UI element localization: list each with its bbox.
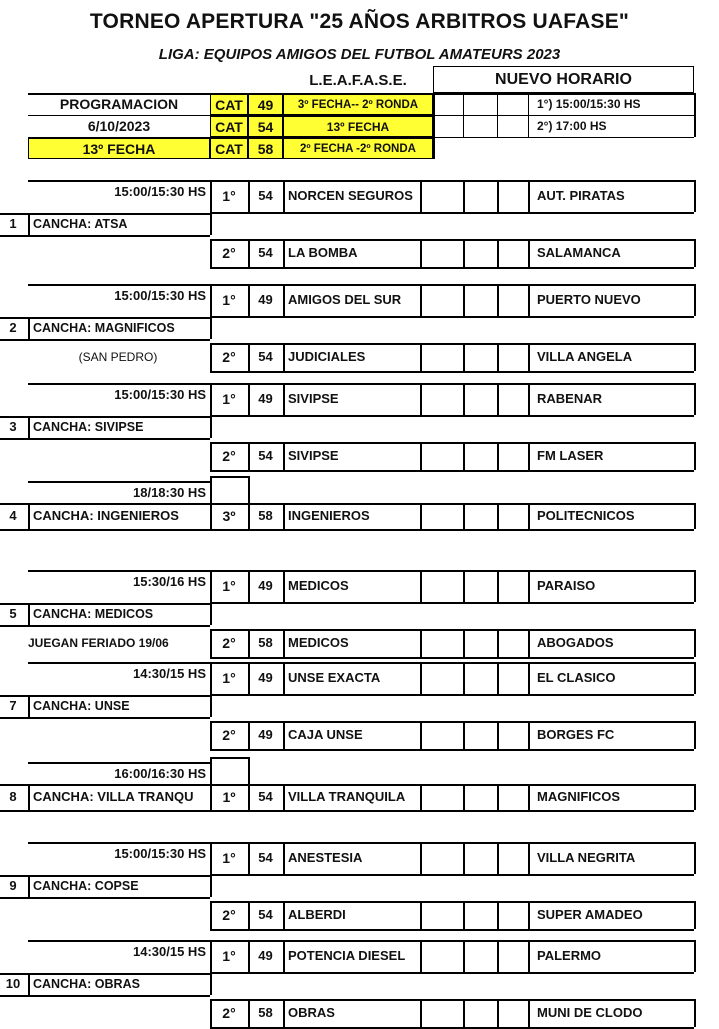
match-order: 1° [222,578,236,594]
grid-line [283,383,285,415]
grid-line [528,442,530,470]
home-team: NORCEN SEGUROS [288,188,413,203]
away-team: PUERTO NUEVO [537,292,641,307]
block-number: 10 [5,976,21,991]
grid-line [463,901,465,929]
grid-line [0,438,210,440]
grid-line [463,999,465,1027]
grid-line [210,874,694,876]
match-category: 49 [258,727,273,742]
grid-line [210,470,694,472]
grid-line [283,842,285,874]
grid-line [283,999,285,1027]
grid-line [528,284,530,316]
cat-label: CAT [210,116,248,137]
field-name: CANCHA: OBRAS [33,977,140,991]
grid-line [497,842,499,874]
grid-line [694,442,696,470]
grid-line [0,529,210,531]
field-name: CANCHA: ATSA [33,217,128,231]
grid-line [210,657,694,659]
grid-line [210,1027,694,1029]
grid-line [463,239,465,267]
field-name: CANCHA: SIVIPSE [33,420,144,434]
grid-line [0,897,210,899]
schedule-first: 1°) 15:00/15:30 HS [537,97,641,111]
grid-line [283,662,285,694]
grid-line [694,180,696,212]
block-number: 9 [9,878,17,893]
away-team: BORGES FC [537,727,615,742]
home-team: UNSE EXACTA [288,670,381,685]
grid-line [497,999,499,1027]
away-team: VILLA NEGRITA [537,850,636,865]
grid-line [420,570,422,602]
grid-line [210,972,694,974]
grid-line [28,603,30,625]
grid-line [528,570,530,602]
grid-line [694,784,696,810]
grid-line [28,695,30,717]
grid-line [528,784,530,810]
grid-line [210,415,694,417]
grid-line [694,284,696,316]
away-team: SALAMANCA [537,245,621,260]
field-name: CANCHA: MEDICOS [33,607,154,621]
match-category: 54 [258,789,273,804]
match-order: 1° [222,948,236,964]
grid-line [463,383,465,415]
grid-line [210,973,212,995]
grid-line [0,717,210,719]
grid-line [420,383,422,415]
grid-line [420,999,422,1027]
grid-line [0,995,210,997]
grid-line [283,570,285,602]
grid-line [497,721,499,749]
block-number: 8 [9,789,17,804]
home-team: POTENCIA DIESEL [288,948,406,963]
programacion-label: PROGRAMACION [59,96,179,112]
home-team: JUDICIALES [288,349,366,364]
grid-line [528,239,530,267]
match-time: 15:30/16 HS [133,574,206,589]
grid-line [463,940,465,972]
cat-description: 3º FECHA-- 2º RONDA [283,94,433,115]
away-team: AUT. PIRATAS [537,188,625,203]
grid-line [463,662,465,694]
home-team: ALBERDI [288,907,346,922]
grid-line [283,343,285,371]
grid-line [528,180,530,212]
fecha-label: 13º FECHA [28,138,210,159]
home-team: AMIGOS DEL SUR [288,292,402,307]
grid-line [528,629,530,657]
grid-line [210,476,248,478]
grid-line [497,383,499,415]
match-category: 49 [258,292,273,307]
grid-line [28,503,30,529]
grid-line [694,343,696,371]
match-order: 2° [222,727,236,743]
grid-line [528,940,530,972]
field-name: CANCHA: MAGNIFICOS [33,321,175,335]
field-note: JUEGAN FERIADO 19/06 [28,636,169,650]
grid-line [28,973,30,995]
grid-line [248,476,250,503]
grid-line [497,629,499,657]
grid-line [210,212,694,214]
home-team: OBRAS [288,1005,335,1020]
grid-line [497,940,499,972]
match-time: 15:00/15:30 HS [114,184,206,199]
grid-line [210,267,694,269]
league-label: L.E.A.F.A.S.E. [309,72,407,89]
grid-line [694,940,696,972]
grid-line [210,317,212,339]
match-time: 15:00/15:30 HS [114,387,206,402]
grid-line [210,416,212,438]
field-name: CANCHA: VILLA TRANQU [33,789,194,804]
match-time: 14:30/15 HS [133,944,206,959]
cat-label: CAT [210,138,248,159]
home-team: LA BOMBA [288,245,358,260]
away-team: SUPER AMADEO [537,907,643,922]
match-time: 18/18:30 HS [133,485,206,500]
grid-line [210,810,694,812]
grid-line [463,343,465,371]
grid-line [497,180,499,212]
home-team: SIVIPSE [288,448,339,463]
cat-description: 2º FECHA -2º RONDA [283,138,433,159]
grid-line [283,940,285,972]
grid-line [528,842,530,874]
match-category: 54 [258,349,273,364]
grid-line [420,901,422,929]
match-order: 1° [222,292,236,308]
grid-line [28,416,30,438]
grid-line [420,629,422,657]
date-label: 6/10/2023 [87,118,151,134]
home-team: VILLA TRANQUILA [288,789,406,804]
block-number: 7 [9,698,17,713]
grid-line [0,810,210,812]
grid-line [528,999,530,1027]
match-category: 49 [258,578,273,593]
away-team: MUNI DE CLODO [537,1005,643,1020]
grid-line [463,442,465,470]
grid-line [420,343,422,371]
grid-line [420,284,422,316]
grid-line [528,901,530,929]
cat-description: 13º FECHA [283,116,433,137]
away-team: PALERMO [537,948,602,963]
match-category: 54 [258,448,273,463]
away-team: POLITECNICOS [537,508,635,523]
grid-line [528,721,530,749]
grid-line [210,929,694,931]
away-team: RABENAR [537,391,602,406]
match-category: 54 [258,188,273,203]
grid-line [497,662,499,694]
grid-line [497,503,499,529]
home-team: INGENIEROS [288,508,370,523]
home-team: ANESTESIA [288,850,363,865]
away-team: MAGNIFICOS [537,789,621,804]
schedule-second: 2°) 17:00 HS [537,119,607,133]
grid-line [420,180,422,212]
grid-line [420,784,422,810]
away-team: ABOGADOS [537,635,614,650]
grid-line [497,343,499,371]
grid-line [694,721,696,749]
document-title: TORNEO APERTURA "25 AÑOS ARBITROS UAFASE" [89,10,630,33]
field-note: (SAN PEDRO) [78,350,158,364]
block-number: 5 [9,606,17,621]
grid-line [210,757,248,759]
match-order: 2° [222,245,236,261]
block-number: 1 [9,216,17,231]
match-category: 49 [258,391,273,406]
away-team: PARAISO [537,578,596,593]
cat-number: 49 [248,94,283,115]
grid-line [210,694,694,696]
grid-line [528,503,530,529]
grid-line [694,629,696,657]
match-order: 1° [222,670,236,686]
grid-line [210,213,212,235]
grid-line [210,749,694,751]
grid-line [528,383,530,415]
grid-line [694,503,696,529]
grid-line [463,842,465,874]
new-schedule-label: NUEVO HORARIO [433,66,694,93]
match-order: 2° [222,635,236,651]
grid-line [28,213,30,235]
match-category: 54 [258,907,273,922]
grid-line [0,235,210,237]
match-order: 2° [222,349,236,365]
home-team: MEDICOS [288,635,349,650]
away-team: FM LASER [537,448,604,463]
grid-line [283,784,285,810]
grid-line [463,503,465,529]
grid-line [420,940,422,972]
grid-line [210,695,212,717]
home-team: SIVIPSE [288,391,339,406]
match-order: 1° [222,850,236,866]
grid-line [463,180,465,212]
grid-line [497,784,499,810]
match-category: 58 [258,508,273,523]
grid-line [420,442,422,470]
grid-line [463,721,465,749]
grid-line [0,625,210,627]
field-name: CANCHA: UNSE [33,699,130,713]
match-category: 58 [258,1005,273,1020]
grid-line [420,503,422,529]
grid-line [210,757,212,784]
home-team: MEDICOS [288,578,349,593]
grid-line [28,317,30,339]
match-order: 1º [222,789,236,805]
match-category: 54 [258,245,273,260]
field-name: CANCHA: COPSE [33,879,139,893]
match-order: 1° [222,391,236,407]
grid-line [283,239,285,267]
grid-line [28,875,30,897]
match-category: 58 [258,635,273,650]
match-category: 54 [258,850,273,865]
match-category: 49 [258,670,273,685]
match-order: 2° [222,907,236,923]
match-order: 2° [222,448,236,464]
away-team: EL CLASICO [537,670,616,685]
document-subtitle: LIGA: EQUIPOS AMIGOS DEL FUTBOL AMATEURS 2023 [158,46,561,63]
grid-line [497,570,499,602]
grid-line [210,529,694,531]
grid-line [210,316,694,318]
match-time: 15:00/15:30 HS [114,288,206,303]
grid-line [420,842,422,874]
grid-line [210,476,212,503]
grid-line [283,284,285,316]
cat-number: 54 [248,116,283,137]
grid-line [210,875,212,897]
grid-line [283,629,285,657]
grid-line [694,570,696,602]
grid-line [694,239,696,267]
grid-line [694,842,696,874]
match-category: 49 [258,948,273,963]
match-time: 14:30/15 HS [133,666,206,681]
match-order: 2° [222,1005,236,1021]
grid-line [694,662,696,694]
grid-line [463,570,465,602]
match-time: 15:00/15:30 HS [114,846,206,861]
match-time: 16:00/16:30 HS [114,766,206,781]
grid-line [463,629,465,657]
grid-line [210,602,694,604]
grid-line [463,284,465,316]
match-order: 1° [222,188,236,204]
grid-line [694,383,696,415]
grid-line [210,371,694,373]
block-number: 2 [9,320,17,335]
block-number: 3 [9,419,17,434]
grid-line [210,603,212,625]
grid-line [497,239,499,267]
field-name: CANCHA: INGENIEROS [33,508,179,523]
cat-number: 58 [248,138,283,159]
grid-line [283,721,285,749]
grid-line [694,901,696,929]
away-team: VILLA ANGELA [537,349,633,364]
grid-line [0,339,210,341]
grid-line [497,901,499,929]
grid-line [497,442,499,470]
grid-line [283,901,285,929]
home-team: CAJA UNSE [288,727,363,742]
grid-line [528,343,530,371]
grid-line [694,999,696,1027]
grid-line [420,239,422,267]
grid-line [497,284,499,316]
block-number: 4 [9,508,17,523]
grid-line [420,662,422,694]
grid-line [283,180,285,212]
grid-line [283,503,285,529]
grid-line [283,442,285,470]
grid-line [420,721,422,749]
match-order: 3º [222,508,236,524]
grid-line [28,784,30,810]
grid-line [528,662,530,694]
grid-line [248,757,250,784]
grid-line [463,784,465,810]
cat-label: CAT [210,94,248,115]
